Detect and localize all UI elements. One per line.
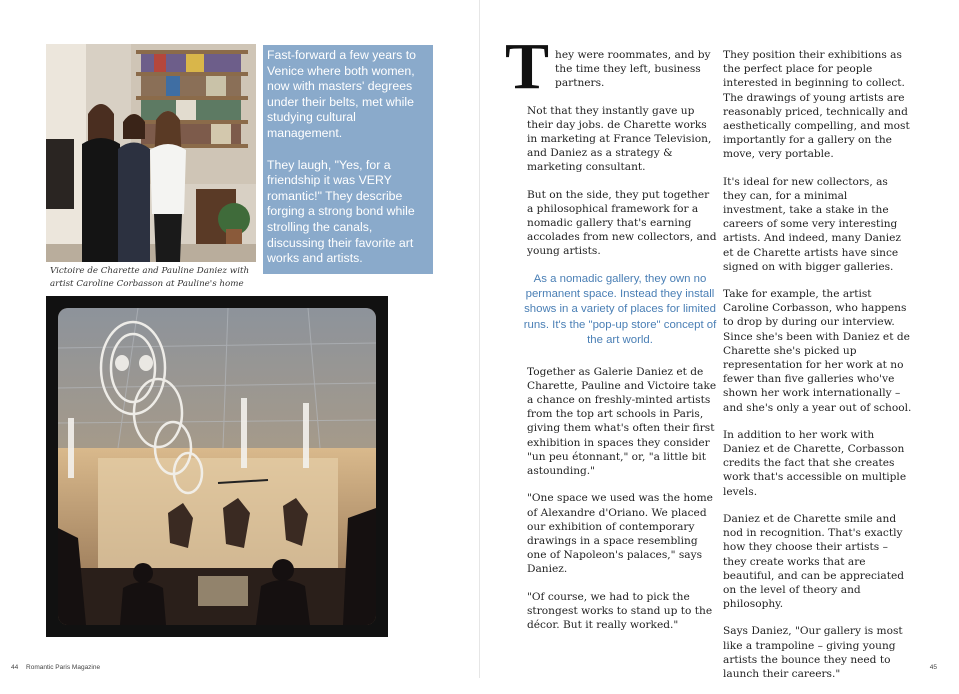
article-paragraph: In addition to her work with Daniez et de Charette, Corbasson credits the fact that she creates work that's accessible on multiple levels. xyxy=(723,428,907,498)
article-paragraph: Daniez et de Charette smile and nod in recognition. That's exactly how they choose their artists – they create works that are beautiful, and can be appreciated on the level of theory and philosophy. xyxy=(723,512,905,611)
article-paragraph: But on the side, they put together a philosophical framework for a nomadic gallery that's earning accolades from new collectors, and young artists. xyxy=(527,188,717,258)
article-paragraph: Together as Galerie Daniez et de Charette, Pauline and Victoire take a chance on freshly-minted artists from the top art schools in Paris, giving them what's often their first exhibition in spaces they consider "un peu étonnant," or, "a little bit astounding." xyxy=(527,365,717,478)
article-paragraph: "Of course, we had to pick the strongest works to stand up to the décor. But it really worked." xyxy=(527,590,713,631)
article-paragraph: They position their exhibitions as the perfect place for people interested in beginning to collect. The drawings of young artists are reasonably priced, technically and aesthetically compelling, and most importantly for a gallery on the move, very portable. xyxy=(723,49,910,161)
blue-box-paragraph-1: Fast-forward a few years to Venice where both women, now with masters' degrees under their belts, met while studying cultural management. xyxy=(267,48,416,140)
photo-caption: Victoire de Charette and Pauline Daniez with artist Caroline Corbasson at Pauline's home xyxy=(50,266,250,289)
photo-gallery-interior xyxy=(46,296,388,637)
page-gutter xyxy=(479,0,480,678)
article-column-1 xyxy=(505,30,717,645)
right-page-number: 45 xyxy=(929,664,937,671)
article-paragraph: Not that they instantly gave up their day jobs. de Charette works in marketing at France Television, and Daniez as a strategy & marketing consultant. xyxy=(527,104,712,174)
article-column-2 xyxy=(723,48,913,694)
footer-left xyxy=(11,664,100,671)
article-paragraph: Take for example, the artist Caroline Corbasson, who happens to drop by during our interview. Since she's been with Daniez et de Charette she's picked up representation for her work at no fewer than five galleries who've shown her work internationally – and she's only a year out of school. xyxy=(723,288,912,414)
article-paragraph-text: hey were roommates, and by the time they left, business partners. xyxy=(555,49,711,90)
magazine-name: Romantic Paris Magazine xyxy=(26,664,101,671)
blue-box-paragraph-2: They laugh, "Yes, for a friendship it was VERY romantic!" They describe forging a strong bond while strolling the canals, discussing their favorite art works and artists. xyxy=(267,157,415,266)
drop-cap: T xyxy=(505,30,550,103)
article-paragraph: It's ideal for new collectors, as they can, for a minimal investment, take a stake in the careers of some very interesting artists. And indeed, many Daniez et de Charette artists have since signed on with bigger galleries. xyxy=(723,175,901,273)
blue-quote-box xyxy=(263,45,433,274)
article-paragraph: Says Daniez, "Our gallery is most like a trampoline – giving young artists the bounce they need to launch their careers." xyxy=(723,625,903,680)
pull-quote: As a nomadic gallery, they own no permanent space. Instead they install shows in a variety of places for limited runs. It's the "pop-up store" concept of the art world. xyxy=(523,272,717,347)
left-page-number: 44 xyxy=(11,664,19,671)
article-paragraph xyxy=(505,30,717,103)
article-paragraph: "One space we used was the home of Alexandre d'Oriano. We placed our exhibition of contemporary drawings in a space resembling one of Napoleon's palaces," says Daniez. xyxy=(527,492,713,576)
photo-three-women xyxy=(46,44,256,262)
